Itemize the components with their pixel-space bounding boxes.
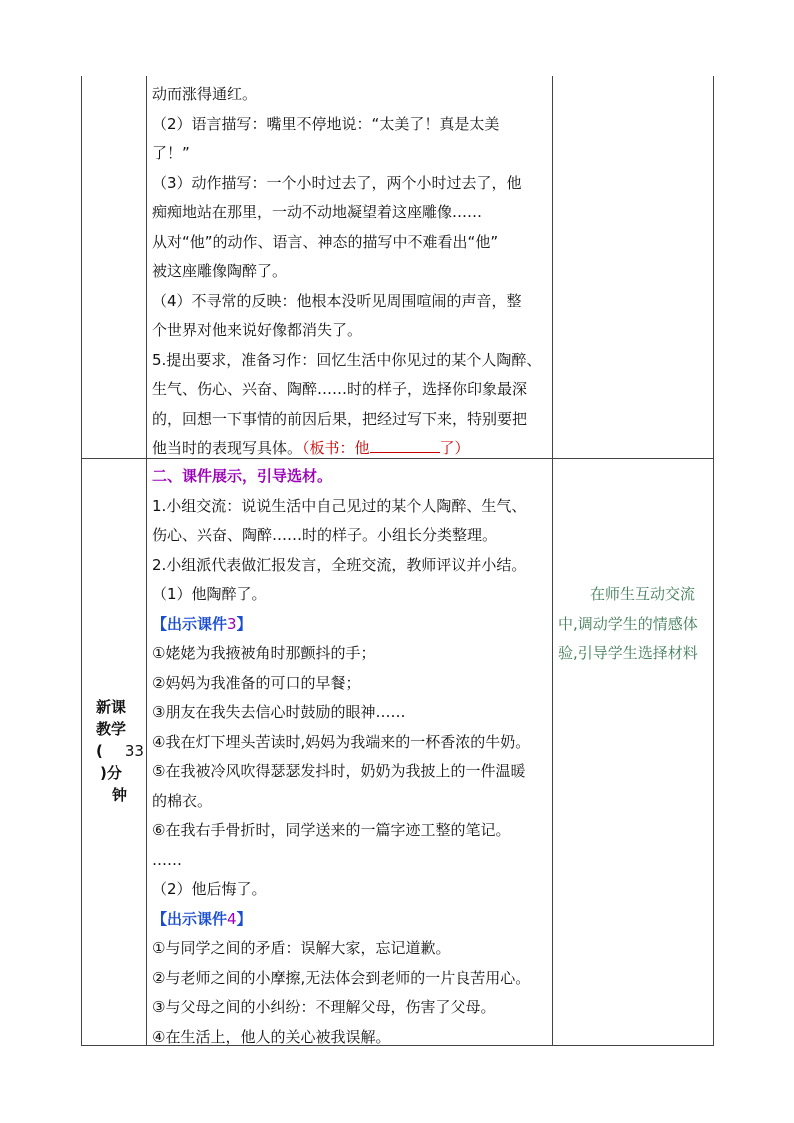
list-item: …… [152,850,182,869]
slide-number: 3 [227,614,237,633]
section-label [86,696,146,806]
upper-cell-text [152,80,548,464]
text-line: （4）不寻常的反映：他根本没听见周围喧闹的声音，整 [152,291,522,310]
slide-callout [152,610,548,640]
subheading: （1）他陶醉了。 [152,585,267,603]
text-line: （3）动作描写：一个小时过去了，两个小时过去了，他 [152,173,522,192]
note-line: 中,调动学生的情感体 [558,614,698,633]
list-item: ①姥姥为我掖被角时那颤抖的手； [152,644,376,662]
teaching-note [558,580,712,669]
note-line: 验,引导学生选择材料 [558,644,698,662]
duration-number: 33 [124,742,144,760]
list-item: ④我在灯下埋头苦读时,妈妈为我端来的一杯香浓的牛奶。 [152,732,531,751]
slide-callout-open: 【出示课件 [152,909,228,928]
subheading: （2）他后悔了。 [152,880,267,898]
list-item: ③与父母之间的小纠纷：不理解父母，伤害了父母。 [152,998,496,1016]
slide-callout-open: 【出示课件 [152,614,228,633]
list-item: ②与老师之间的小摩擦,无法体会到老师的一片良苦用心。 [152,968,531,987]
text-line: （2）语言描写：嘴里不停地说：“太美了！真是太美 [152,114,500,133]
section-label-line: 钟 [112,786,128,804]
section-label-line: )分 [100,764,122,782]
list-item: ⑥在我右手骨折时，同学送来的一篇字迹工整的笔记。 [152,821,511,839]
slide-callout [152,905,548,935]
text-segment: 他当时的表现写具体。 [152,439,303,457]
fill-blank [370,438,440,453]
text-line: 被这座雕像陶醉了。 [152,262,288,280]
list-item: ④在生活上，他人的关心被我误解。 [152,1027,391,1046]
text-line: 生气、伤心、兴奋、陶醉……时的样子，选择你印象最深 [152,380,528,398]
board-note-close: 了） [439,439,470,457]
section-heading: 二、课件展示，引导选材。 [152,467,333,485]
section-label-line: 教学 [96,720,127,738]
slide-callout-close: 】 [236,909,252,928]
text-line: 痴痴地站在那里，一动不动地凝望着这座雕像…… [152,203,483,221]
list-item: ⑤在我被冷风吹得瑟瑟发抖时，奶奶为我披上的一件温暖 [152,762,526,780]
text-line: 了！” [152,144,190,162]
table-border-left [81,76,82,1045]
list-item: ①与同学之间的矛盾：误解大家，忘记道歉。 [152,939,451,957]
text-line: 1.小组交流：说说生活中自己见过的某个人陶醉、生气、 [152,496,527,515]
section-label-duration [86,740,146,762]
note-line: 在师生互动交流 [590,585,696,603]
slide-callout-close: 】 [236,614,252,633]
slide-number: 4 [227,909,237,928]
text-line: 动而涨得通红。 [152,85,258,103]
text-line: 从对“他”的动作、语言、神态的描写中不难看出“他” [152,232,499,251]
table-divider-label [146,76,147,1045]
section-label-line: 新课 [96,698,127,716]
table-border-right [713,76,714,1045]
text-line: 的，回想一下事情的前因后果，把经过写下来，特别要把 [152,409,528,428]
text-line: 2.小组派代表做汇报发言，全班交流，教师评议并小结。 [152,555,527,574]
paren-open: ( [96,742,103,760]
lower-cell-text [152,462,548,1052]
list-item: ③朋友在我失去信心时鼓励的眼神…… [152,703,406,721]
text-line-board [152,434,548,464]
board-note-open: （板书：他 [302,439,370,457]
list-item: ②妈妈为我准备的可口的早餐； [152,673,361,692]
text-line: 伤心、兴奋、陶醉……时的样子。小组长分类整理。 [152,526,498,544]
text-line: 5.提出要求，准备习作：回忆生活中你见过的某个人陶醉、 [152,350,542,369]
table-divider-note [552,76,553,1045]
list-item: 的棉衣。 [152,791,213,810]
text-line: 个世界对他来说好像都消失了。 [152,321,363,339]
